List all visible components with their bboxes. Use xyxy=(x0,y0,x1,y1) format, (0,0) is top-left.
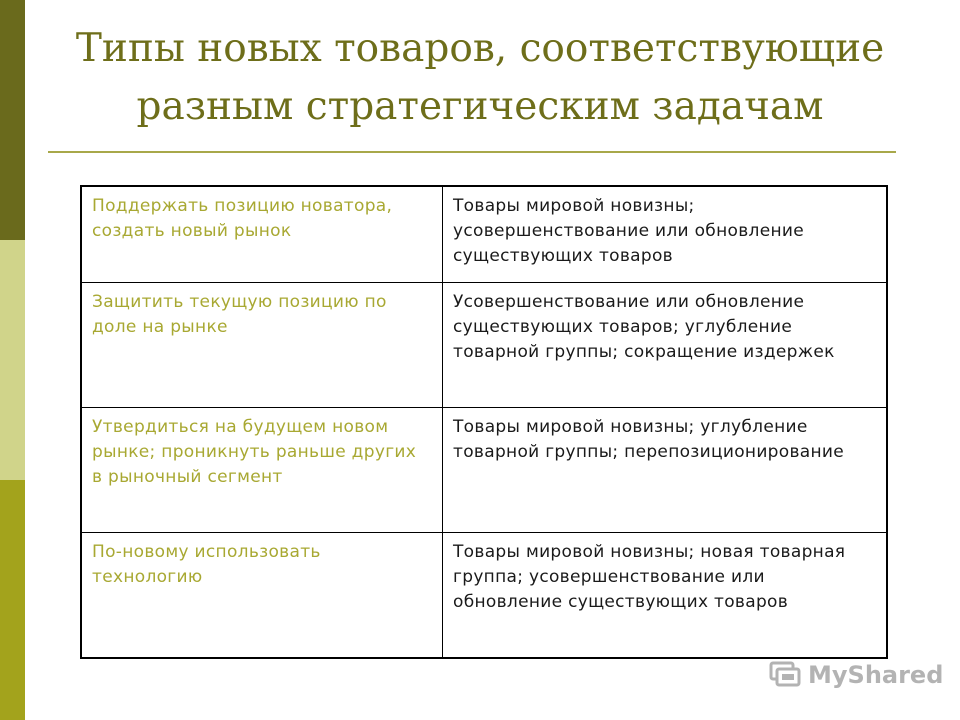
sidebar-accent-top xyxy=(0,0,25,240)
slide-title-line2: разным стратегическим задачам xyxy=(136,84,824,129)
table-row xyxy=(81,408,887,533)
title-divider xyxy=(48,151,896,153)
table-row xyxy=(81,283,887,408)
product-type-cell: Усовершенствование или обновление существующих товаров; углубление товарной группы; сокращение издержек xyxy=(443,283,888,408)
strategic-task-cell: Утвердиться на будущем новом рынке; проникнуть раньше других в рыночный сегмент xyxy=(81,408,443,533)
product-type-cell: Товары мировой новизны; новая товарная группа; усовершенствование или обновление существующих товаров xyxy=(443,533,888,659)
strategic-task-cell: По-новому использовать технологию xyxy=(81,533,443,659)
product-type-cell: Товары мировой новизны; углубление товарной группы; перепозиционирование xyxy=(443,408,888,533)
strategy-table xyxy=(80,185,888,659)
watermark-text: MyShared xyxy=(808,661,944,689)
table-row xyxy=(81,186,887,283)
sidebar-accent-bottom xyxy=(0,480,25,720)
watermark xyxy=(768,656,943,694)
myshared-logo-icon xyxy=(768,659,802,691)
table-row xyxy=(81,533,887,659)
slide-title xyxy=(40,20,920,136)
product-type-cell: Товары мировой новизны; усовершенствование или обновление существующих товаров xyxy=(443,186,888,283)
sidebar-accent-middle xyxy=(0,240,25,480)
strategic-task-cell: Поддержать позицию новатора, создать новый рынок xyxy=(81,186,443,283)
strategic-task-cell: Защитить текущую позицию по доле на рынке xyxy=(81,283,443,408)
slide-title-line1: Типы новых товаров, соответствующие xyxy=(75,26,885,71)
